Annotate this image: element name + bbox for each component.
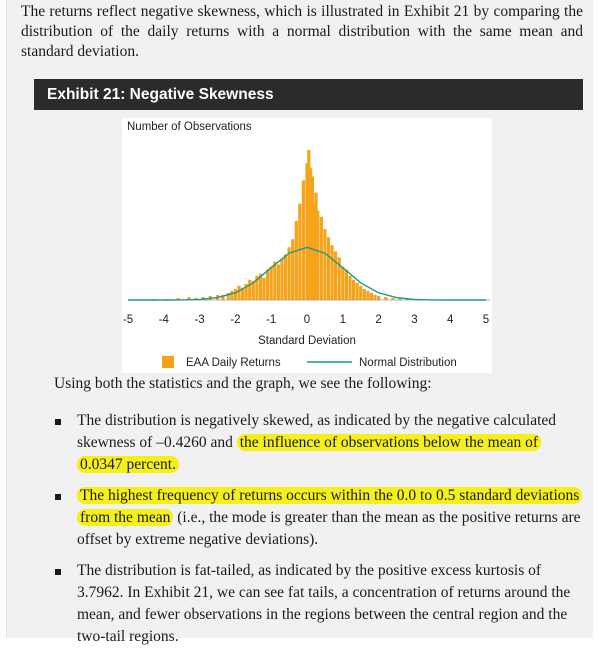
- histogram-bar: [230, 291, 233, 300]
- histogram-bar: [248, 280, 251, 300]
- x-tick-label: 0: [303, 314, 311, 326]
- x-tick-label: 2: [375, 314, 382, 326]
- histogram-bar: [359, 286, 362, 300]
- histogram-bar: [370, 293, 373, 300]
- x-tick-label: -3: [194, 314, 205, 326]
- x-tick-label: -1: [266, 314, 277, 326]
- histogram-bar: [295, 221, 298, 300]
- histogram-bar: [316, 211, 319, 300]
- histogram-bar: [327, 237, 330, 300]
- histogram-bar: [298, 204, 301, 300]
- intro-paragraph: The returns reflect negative skewness, which is illustrated in Exhibit 21 by comparing the distribution of the daily returns with a normal distribution with the same mean and standard deviation.: [21, 3, 583, 60]
- histogram-bar: [356, 283, 359, 300]
- histogram-bar: [302, 180, 305, 300]
- histogram-bar: [273, 262, 276, 301]
- bullet-square-icon: [55, 419, 61, 425]
- histogram-bar: [291, 239, 294, 300]
- histogram-bar: [320, 217, 323, 300]
- legend-label-line: Normal Distribution: [359, 357, 457, 369]
- legend-swatch-bars: [162, 356, 174, 368]
- highlighted-text: the influence of observations below the mean of 0.0347 percent.: [77, 434, 541, 473]
- bullet-square-icon: [55, 494, 61, 500]
- bullet-text: (i.e., the mode is greater than the mean as the positive returns are offset by extreme negative deviations).: [77, 509, 581, 548]
- histogram-bar: [270, 267, 273, 300]
- bullet-list: [51, 410, 581, 657]
- histogram-bar: [352, 280, 355, 300]
- histogram-bar: [348, 276, 351, 300]
- histogram-bar: [323, 229, 326, 300]
- x-tick-labels: [123, 314, 489, 326]
- x-tick-label: 4: [446, 314, 454, 326]
- x-tick-label: 3: [411, 314, 418, 326]
- bullet-item: [51, 560, 581, 648]
- bullet-text: The distribution is negatively skewed, as indicated by the negative calculated skewness of –0.4260 and: [77, 412, 557, 451]
- legend-label-bars: EAA Daily Returns: [186, 357, 281, 369]
- histogram-bar: [334, 251, 337, 300]
- x-tick-label: 1: [339, 314, 347, 326]
- histogram-bar: [341, 267, 344, 300]
- histogram-bar: [345, 270, 348, 300]
- bullet-item: [51, 410, 581, 476]
- x-tick-label: -4: [158, 314, 169, 326]
- histogram-bar: [262, 278, 265, 300]
- x-tick-label: 5: [482, 314, 490, 326]
- histogram-bar: [384, 297, 387, 300]
- histogram-bar: [266, 270, 269, 300]
- highlighted-text: The highest frequency of returns occurs within the 0.0 to 0.5 standard deviations from the mean: [77, 487, 582, 526]
- histogram-bar: [277, 265, 280, 301]
- histogram-bar: [284, 254, 287, 300]
- bullet-item: [51, 485, 581, 551]
- x-axis-label: Standard Deviation: [258, 335, 356, 347]
- bars-group: [152, 150, 427, 300]
- chart-panel: [122, 118, 492, 373]
- histogram-bar: [280, 259, 283, 301]
- lead-paragraph: Using both the statistics and the graph, we see the following:: [54, 375, 432, 392]
- bullet-square-icon: [55, 569, 61, 575]
- x-tick-label: -5: [122, 314, 134, 326]
- histogram-bar: [366, 291, 369, 300]
- document-page: [6, 0, 593, 645]
- bullet-text: The distribution is fat-tailed, as indicated by the positive excess kurtosis of 3.7962. In Exhibit 21, we can see fat tails, a concentration of returns around the mean, and fewer observations in the regions between the central region and the two-tail regions.: [77, 562, 571, 645]
- x-tick-label: -2: [230, 314, 241, 326]
- histogram-bar: [331, 245, 334, 300]
- histogram-bar: [237, 286, 240, 300]
- histogram-bar: [288, 247, 291, 300]
- y-axis-label: Number of Observations: [127, 121, 252, 133]
- exhibit-title: Exhibit 21: Negative Skewness: [34, 79, 583, 110]
- histogram-bar: [373, 295, 376, 300]
- chart-svg: [122, 118, 492, 373]
- histogram-bar: [234, 289, 237, 300]
- histogram-bar: [377, 296, 380, 300]
- histogram-bar: [363, 289, 366, 300]
